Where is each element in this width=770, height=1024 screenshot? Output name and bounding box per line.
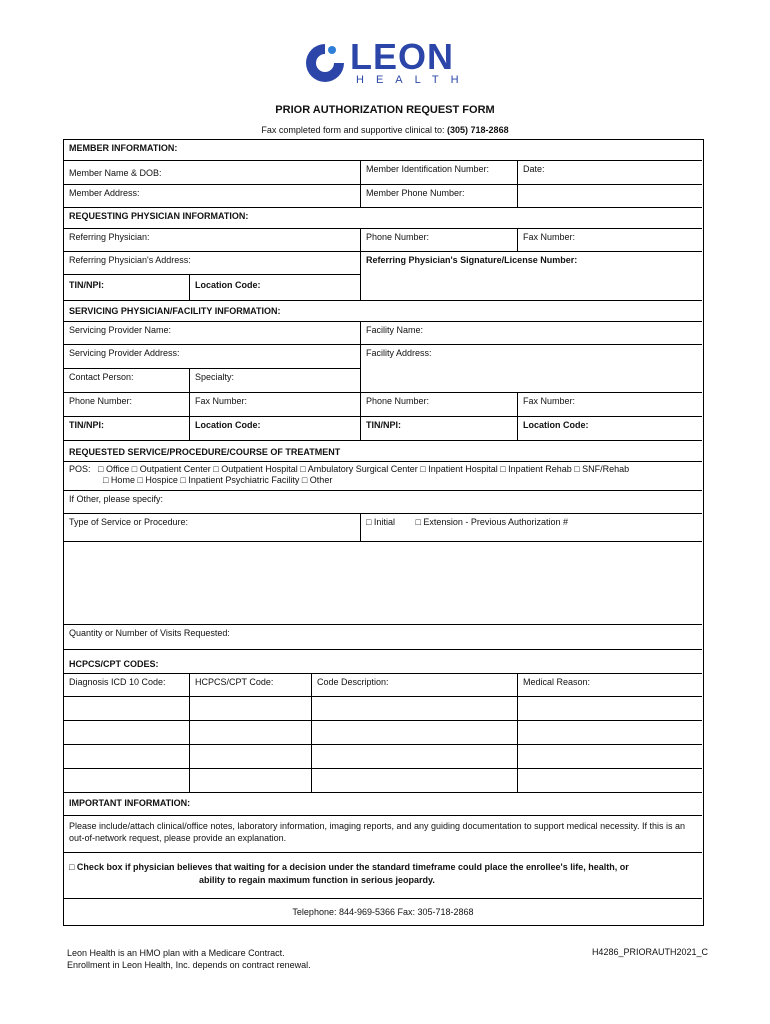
table-cell[interactable] [312,721,518,745]
medical-reason-header: Medical Reason: [518,674,702,697]
fax-instruction [0,125,770,135]
table-cell[interactable] [518,721,702,745]
urgent-line-2: ability to regain maximum function in serious jeopardy. [199,875,435,885]
requesting-header: REQUESTING PHYSICIAN INFORMATION: [64,208,702,229]
member-id-field[interactable]: Member Identification Number: [361,161,518,185]
logo-sub: HEALTH [356,74,471,86]
footer-line-2: Enrollment in Leon Health, Inc. depends on contract renewal. [67,960,311,970]
table-cell[interactable] [64,769,190,793]
facility-fax-field[interactable]: Fax Number: [518,393,702,417]
service-description-area[interactable] [64,542,702,625]
codes-header: HCPCS/CPT CODES: [64,650,702,674]
service-type-field[interactable]: Type of Service or Procedure: [64,514,361,542]
quantity-field[interactable]: Quantity or Number of Visits Requested: [64,625,702,650]
referring-fax-field[interactable]: Fax Number: [518,229,702,252]
pos-label: POS: [69,464,91,474]
table-cell[interactable] [64,745,190,769]
hcpcs-code-header: HCPCS/CPT Code: [190,674,312,697]
important-header: IMPORTANT INFORMATION: [64,793,702,816]
referring-address-field[interactable]: Referring Physician's Address: [64,252,361,275]
servicing-fax-field[interactable]: Fax Number: [190,393,361,417]
telephone-line: Telephone: 844-969-5366 Fax: 305-718-2868 [292,907,474,917]
table-cell[interactable] [64,721,190,745]
important-text: Please include/attach clinical/office notes, laboratory information, imaging reports, and any guiding documentation to support medical necessity. If this is an out-of-network request, please provide an explanation. [64,816,702,853]
requesting-location-field[interactable]: Location Code: [190,275,361,301]
service-header: REQUESTED SERVICE/PROCEDURE/COURSE OF TREATMENT [64,441,702,462]
signature-field[interactable]: Referring Physician's Signature/License Number: [361,252,702,301]
urgent-line-1[interactable]: □ Check box if physician believes that waiting for a decision under the standard timeframe could place the enrollee's life, health, or [69,862,629,872]
member-header: MEMBER INFORMATION: [64,140,702,161]
servicing-location-field[interactable]: Location Code: [190,417,361,441]
form-code: H4286_PRIORAUTH2021_C [591,947,708,957]
table-cell[interactable] [64,697,190,721]
date-field[interactable]: Date: [518,161,702,185]
leon-health-logo [302,36,472,90]
extension-checkbox[interactable]: □ Extension - Previous Authorization # [415,517,568,527]
member-blank-cell [518,185,702,208]
servicing-header: SERVICING PHYSICIAN/FACILITY INFORMATION: [64,301,702,322]
fax-prefix: Fax completed form and supportive clinical to: [261,125,445,135]
requesting-tin-field[interactable]: TIN/NPI: [64,275,190,301]
table-cell[interactable] [190,745,312,769]
facility-tin-field[interactable]: TIN/NPI: [361,417,518,441]
pos-options[interactable] [64,462,702,491]
facility-phone-field[interactable]: Phone Number: [361,393,518,417]
urgent-checkbox[interactable] [64,853,702,899]
pos-line-2[interactable]: □ Home □ Hospice □ Inpatient Psychiatric Facility □ Other [103,475,333,485]
authorization-form [63,139,704,926]
member-address-field[interactable]: Member Address: [64,185,361,208]
table-cell[interactable] [190,697,312,721]
specialty-field[interactable]: Specialty: [190,369,361,393]
icd-code-header: Diagnosis ICD 10 Code: [64,674,190,697]
logo-word: LEON [350,36,455,77]
authorization-type[interactable] [361,514,702,542]
table-cell[interactable] [312,745,518,769]
fax-number: (305) 718-2868 [447,125,509,135]
table-cell[interactable] [518,697,702,721]
servicing-provider-field[interactable]: Servicing Provider Name: [64,322,361,345]
table-cell[interactable] [190,769,312,793]
other-specify-field[interactable]: If Other, please specify: [64,491,702,514]
table-cell[interactable] [312,769,518,793]
table-cell[interactable] [518,769,702,793]
table-cell[interactable] [190,721,312,745]
initial-checkbox[interactable]: □ Initial [366,517,395,527]
referring-phone-field[interactable]: Phone Number: [361,229,518,252]
facility-address-field[interactable]: Facility Address: [361,345,702,393]
table-cell[interactable] [518,745,702,769]
facility-location-field[interactable]: Location Code: [518,417,702,441]
referring-physician-field[interactable]: Referring Physician: [64,229,361,252]
table-cell[interactable] [312,697,518,721]
servicing-phone-field[interactable]: Phone Number: [64,393,190,417]
footer-line-1: Leon Health is an HMO plan with a Medicare Contract. [67,948,285,958]
servicing-tin-field[interactable]: TIN/NPI: [64,417,190,441]
pos-line-1[interactable]: □ Office □ Outpatient Center □ Outpatient Hospital □ Ambulatory Surgical Center □ Inpatient Hospital □ Inpatient Rehab □ SNF/Rehab [98,464,630,474]
facility-name-field[interactable]: Facility Name: [361,322,702,345]
servicing-address-field[interactable]: Servicing Provider Address: [64,345,361,369]
member-phone-field[interactable]: Member Phone Number: [361,185,518,208]
contact-person-field[interactable]: Contact Person: [64,369,190,393]
member-name-field[interactable]: Member Name & DOB: [64,161,361,185]
code-description-header: Code Description: [312,674,518,697]
logo-mark-icon [302,40,348,86]
footer-disclaimer [67,947,311,971]
page-title: PRIOR AUTHORIZATION REQUEST FORM [275,104,495,116]
